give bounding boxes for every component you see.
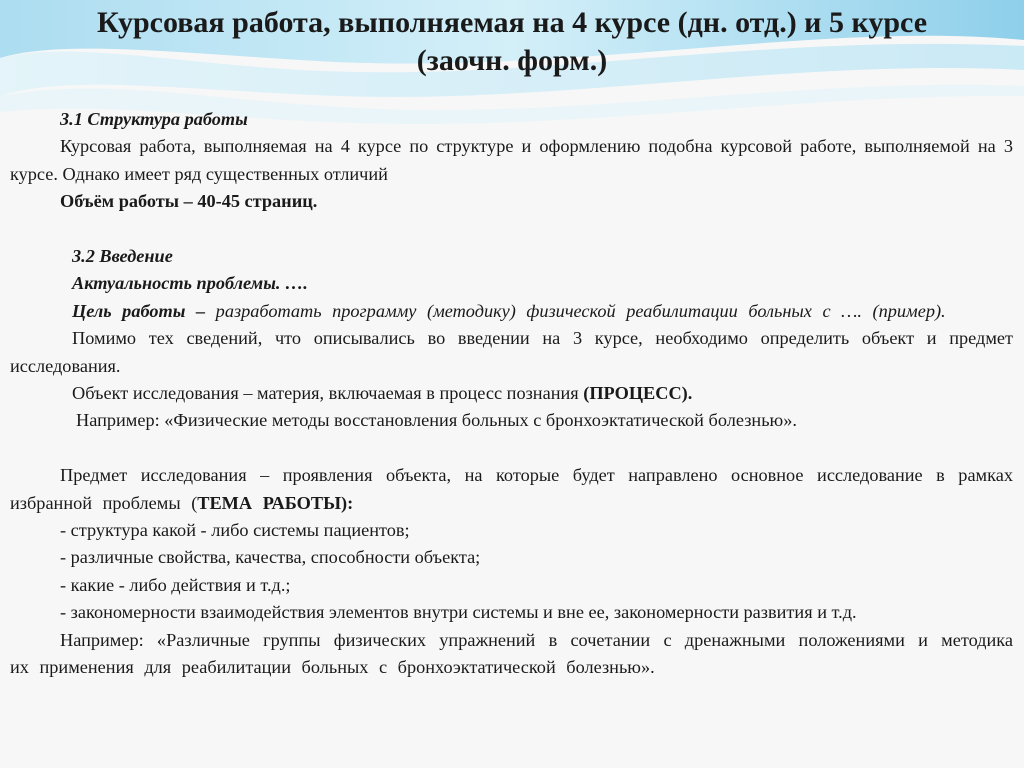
work-volume: Объём работы – 40-45 страниц. — [60, 191, 318, 212]
subject-definition — [10, 462, 1013, 517]
subject-definition-text: Предмет исследования – проявления объекта, на которые будет направлено основное исследование в рамках избранной проблемы ( — [10, 465, 1013, 513]
spacer — [10, 435, 1013, 462]
object-definition-text: Объект исследования – материя, включаемая в процесс познания — [72, 383, 584, 404]
list-item: - различные свойства, качества, способности объекта; — [60, 547, 481, 568]
slide-title — [40, 4, 984, 80]
object-intro: Помимо тех сведений, что описывались во введении на 3 курсе, необходимо определить объект и предмет исследования. — [10, 328, 1013, 376]
goal-text: разработать программу (методику) физической реабилитации больных с …. (пример). — [205, 300, 946, 321]
section-3-1-heading: 3.1 Структура работы — [60, 109, 248, 129]
slide-body — [10, 106, 1013, 682]
goal-paragraph — [10, 298, 1013, 325]
spacer — [10, 216, 1013, 243]
relevance-heading: Актуальность проблемы. …. — [72, 273, 308, 294]
object-tag: (ПРОЦЕСС). — [583, 383, 693, 404]
section-3-2-heading: 3.2 Введение — [72, 246, 173, 267]
goal-label: Цель работы – — [72, 300, 206, 321]
object-definition — [10, 380, 1013, 407]
object-example: Например: «Физические методы восстановления больных с бронхоэктатической болезнью». — [76, 410, 797, 431]
list-item: - структура какой - либо системы пациентов; — [60, 520, 410, 541]
section-3-1-text: Курсовая работа, выполняемая на 4 курсе по структуре и оформлению подобна курсовой работе, выполняемой на 3 курсе. Однако имеет ряд существенных отличий — [10, 136, 1013, 184]
title-line-2: (заочн. форм.) — [416, 44, 608, 77]
list-item: - закономерности взаимодействия элементов внутри системы и вне ее, закономерности развития и т.д. — [60, 602, 857, 623]
list-item: - какие - либо действия и т.д.; — [60, 574, 291, 595]
subject-tag: ТЕМА РАБОТЫ): — [197, 492, 354, 513]
subject-example: Например: «Различные группы физических упражнений в сочетании с дренажными положениями и методика их применения для реабилитации больных с бронхоэктатической болезнью». — [10, 629, 1013, 678]
title-line-1: Курсовая работа, выполняемая на 4 курсе (дн. отд.) и 5 курсе — [96, 6, 928, 39]
